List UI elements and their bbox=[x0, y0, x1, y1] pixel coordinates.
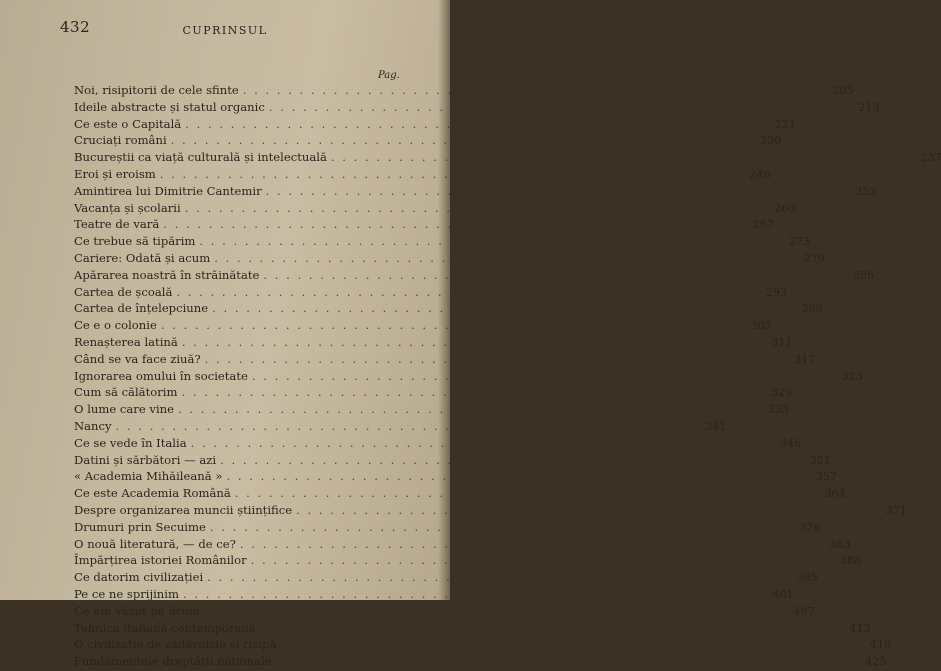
toc-entry-title: Apărarea noastră în străinătate bbox=[74, 267, 260, 282]
dot-leader bbox=[220, 453, 806, 467]
toc-entry-title: Cruciați români bbox=[74, 133, 167, 148]
toc-entry-page: 317 bbox=[794, 352, 816, 366]
toc-entry-page: 357 bbox=[816, 470, 838, 484]
page-column-label: Pag. bbox=[378, 70, 400, 81]
toc-entry-page: 341 bbox=[705, 419, 727, 433]
toc-entry-title: Cariere: Odată și acum bbox=[74, 250, 211, 265]
toc-entry bbox=[74, 536, 851, 554]
toc-entry bbox=[74, 502, 907, 520]
toc-entry-page: 351 bbox=[809, 453, 831, 467]
dot-leader bbox=[280, 637, 866, 651]
toc-entry-title: Amintirea lui Dimitrie Cantemir bbox=[74, 183, 262, 198]
toc-entry-title: Ce datorim civilizației bbox=[74, 570, 204, 585]
toc-entry-page: 246 bbox=[749, 167, 771, 181]
toc-entry bbox=[74, 418, 727, 436]
toc-entry-title: Cum să călătorim bbox=[74, 385, 178, 400]
toc-entry-page: 286 bbox=[852, 268, 874, 282]
toc-entry-title: Cartea de școală bbox=[74, 284, 173, 299]
toc-entry-title: Fundamentele dreptății naționale bbox=[74, 654, 272, 669]
toc-entry-page: 260 bbox=[774, 201, 796, 215]
toc-entry bbox=[74, 217, 774, 234]
toc-entry-title: O nouă literatură, — de ce? bbox=[74, 536, 236, 551]
toc-entry-page: 273 bbox=[789, 235, 810, 249]
toc-entry bbox=[74, 654, 887, 671]
toc-entry bbox=[74, 183, 877, 201]
toc-entry bbox=[74, 637, 891, 654]
dot-leader bbox=[183, 587, 769, 601]
dot-leader bbox=[191, 436, 777, 450]
dot-leader bbox=[185, 201, 771, 215]
toc-entry-page: 376 bbox=[799, 520, 821, 534]
toc-entry bbox=[74, 435, 802, 453]
toc-entry-title: Tehnica italiană contemporană bbox=[74, 620, 256, 635]
dot-leader bbox=[178, 402, 764, 416]
toc-entry-page: 395 bbox=[796, 571, 818, 585]
toc-entry-title: Nancy bbox=[74, 418, 112, 433]
toc-entry-title: Drumuri prin Secuime bbox=[74, 519, 206, 534]
toc-entry-title: Ce e o colonie bbox=[74, 318, 157, 333]
toc-entry-page: 205 bbox=[832, 84, 854, 97]
toc-entry bbox=[74, 133, 782, 150]
toc-entry bbox=[74, 318, 772, 335]
toc-entry-title: Eroi și eroism bbox=[74, 166, 156, 181]
toc-entry-page: 305 bbox=[750, 319, 772, 333]
toc-entry bbox=[74, 402, 789, 419]
toc-entry bbox=[74, 570, 818, 587]
toc-entry-title: Cartea de înțelepciune bbox=[74, 301, 209, 316]
toc-entry-title: Ignorarea omului în societate bbox=[74, 368, 248, 383]
toc-entry-title: O lume care vine bbox=[74, 402, 174, 417]
toc-entry-title: Pe ce ne sprijinim bbox=[74, 586, 179, 601]
toc-entry-title: Ce este Academia Română bbox=[74, 486, 231, 501]
toc-entry-page: 425 bbox=[865, 655, 887, 669]
toc-entry-title: Noi, risipitorii de cele sfinte bbox=[74, 83, 239, 97]
dot-leader bbox=[163, 217, 749, 231]
toc-entry-page: 364 bbox=[824, 487, 846, 501]
toc-entry bbox=[74, 603, 815, 621]
toc-entry-page: 346 bbox=[780, 436, 802, 450]
toc-entry bbox=[74, 234, 810, 251]
running-title: CUPRINSUL bbox=[182, 24, 268, 37]
toc-entry-title: Ce trebue să tipărim bbox=[74, 234, 196, 249]
toc-entry bbox=[74, 83, 854, 100]
dot-leader bbox=[243, 83, 829, 97]
toc-entry-page: 401 bbox=[772, 587, 794, 601]
toc-entry-page: 293 bbox=[765, 285, 787, 299]
toc-entry bbox=[74, 553, 862, 570]
toc-entry-title: « Academia Mihăileană » bbox=[74, 469, 223, 484]
toc-entry bbox=[74, 351, 816, 369]
toc-entry bbox=[74, 334, 793, 352]
toc-entry-title: Renașterea latină bbox=[74, 334, 178, 349]
dot-leader bbox=[269, 100, 855, 114]
toc-entry bbox=[74, 368, 863, 386]
dot-leader bbox=[205, 352, 791, 366]
dot-leader bbox=[212, 301, 798, 315]
toc-entry-page: 252 bbox=[855, 184, 877, 198]
toc-entry-page: 279 bbox=[803, 251, 825, 265]
dot-leader bbox=[185, 117, 771, 131]
toc-entry-page: 221 bbox=[774, 117, 796, 131]
toc-entry bbox=[74, 469, 838, 486]
toc-entry bbox=[74, 267, 874, 285]
dot-leader bbox=[266, 184, 852, 198]
toc-entry-page: 329 bbox=[771, 386, 793, 400]
toc-entry bbox=[74, 200, 796, 218]
dot-leader bbox=[226, 469, 812, 483]
toc-entry-title: O civilizație de zădărnicie și risipă bbox=[74, 637, 277, 652]
dot-leader bbox=[252, 369, 838, 383]
toc-entry bbox=[74, 486, 846, 503]
dot-leader bbox=[116, 419, 702, 433]
toc-entry-title: Când se va face ziuă? bbox=[74, 351, 201, 366]
toc-entry bbox=[74, 284, 787, 302]
toc-entry-page: 383 bbox=[829, 537, 851, 551]
toc-entry bbox=[74, 116, 796, 134]
toc-entry-page: 230 bbox=[760, 134, 782, 148]
toc-entry bbox=[74, 166, 771, 184]
toc-entry bbox=[74, 301, 823, 318]
dot-leader bbox=[276, 654, 862, 668]
dot-leader bbox=[176, 285, 762, 299]
toc-entry-title: Despre organizarea muncii științifice bbox=[74, 502, 293, 517]
toc-entry-page: 299 bbox=[801, 302, 823, 316]
page-number: 432 bbox=[60, 18, 91, 36]
toc-entry bbox=[74, 586, 794, 604]
page-edge-shadow bbox=[438, 0, 450, 600]
toc-entry-page: 413 bbox=[849, 621, 871, 635]
dot-leader bbox=[171, 133, 757, 147]
toc-entry-title: Ideile abstracte și statul organic bbox=[74, 99, 265, 114]
toc-entry bbox=[74, 385, 793, 402]
dot-leader bbox=[235, 486, 821, 500]
dot-leader bbox=[263, 268, 849, 282]
toc-entry-page: 267 bbox=[752, 218, 774, 232]
toc-entry-page: 335 bbox=[767, 403, 789, 417]
toc-entry-title: Împărțirea istoriei Românilor bbox=[74, 553, 247, 568]
dot-leader bbox=[161, 318, 747, 332]
toc-entry-title: Teatre de vară bbox=[74, 217, 160, 232]
toc-entry bbox=[74, 99, 880, 117]
toc-entry-title: Vacanța și școlarii bbox=[74, 200, 181, 215]
toc-entry-page: 407 bbox=[793, 604, 815, 618]
dot-leader bbox=[251, 553, 837, 567]
dot-leader bbox=[160, 167, 746, 181]
toc-entry-page: 419 bbox=[869, 638, 891, 652]
dot-leader bbox=[182, 335, 768, 349]
toc-entry-page: 237 bbox=[920, 151, 941, 165]
toc-entry bbox=[74, 519, 821, 537]
dot-leader bbox=[331, 150, 917, 164]
dot-leader bbox=[240, 537, 826, 551]
dot-leader bbox=[181, 385, 767, 399]
dot-leader bbox=[207, 570, 793, 584]
toc-entry-page: 323 bbox=[841, 369, 863, 383]
toc-entry bbox=[74, 452, 831, 470]
toc-entry-title: Bucureștii ca viață culturală și intelectuală bbox=[74, 150, 327, 165]
toc-entry bbox=[74, 150, 941, 167]
dot-leader bbox=[214, 251, 800, 265]
toc-entry-page: 213 bbox=[858, 100, 880, 114]
toc-entry-page: 371 bbox=[885, 503, 907, 517]
dot-leader bbox=[210, 520, 796, 534]
toc-entry-title: Ce se vede în Italia bbox=[74, 435, 187, 450]
toc-entry-page: 388 bbox=[840, 554, 862, 568]
dot-leader bbox=[199, 234, 785, 248]
dot-leader bbox=[260, 621, 846, 635]
toc-entry-page: 311 bbox=[771, 335, 793, 349]
toc-entry-title: Ce este o Capitală bbox=[74, 116, 182, 131]
toc-entry-title: Datini și sărbători — azi bbox=[74, 452, 217, 467]
toc-entry-title: Ce am văzut pe drum bbox=[74, 603, 200, 618]
toc-entry bbox=[74, 250, 825, 268]
dot-leader bbox=[296, 503, 882, 517]
toc-entry bbox=[74, 620, 871, 638]
table-of-contents bbox=[74, 83, 941, 671]
dot-leader bbox=[204, 604, 790, 618]
